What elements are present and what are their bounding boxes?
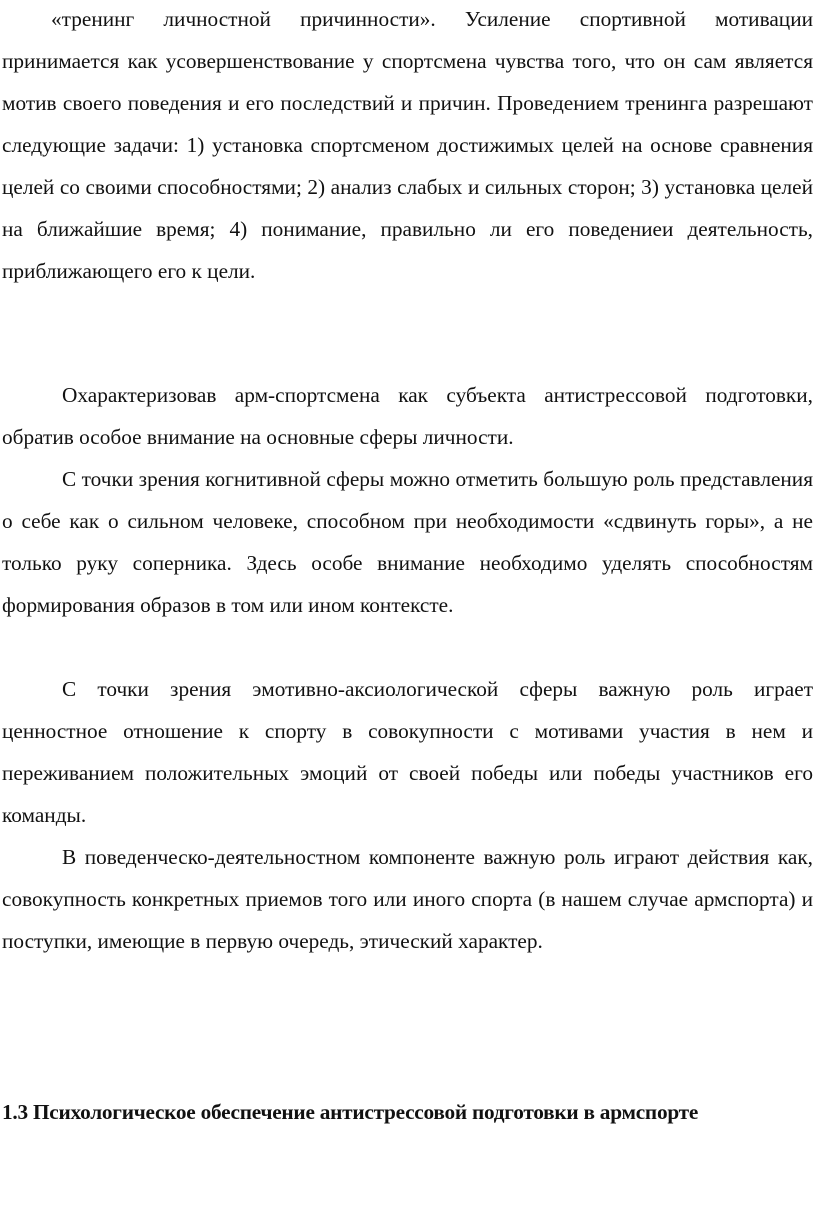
section-heading: 1.3 Психологическое обеспечение антистрессовой подготовки в армспорте: [2, 1100, 699, 1124]
paragraph-emotive-sphere: С точки зрения эмотивно-аксиологической сферы важную роль играет ценностное отношение к спорту в совокупности с мотивами участия в нем и переживанием положительных эмоций от своей победы или победы участников его команды.: [2, 677, 813, 827]
paragraph-behavioral-component: В поведенческо-деятельностном компоненте важную роль играют действия как, совокупность конкретных приемов того или иного спорта (в нашем случае армспорта) и поступки, имеющие в первую очередь, этический характер.: [2, 845, 813, 953]
paragraph-training-tasks: «тренинг личностной причинности». Усиление спортивной мотивации принимается как усовершенствование у спортсмена чувства того, что он сам является мотив своего поведения и его последствий и причин. Проведением тренинга разрешают следующие задачи: 1) установка спортсменом достижимых целей на основе сравнения целей со своими способностями; 2) анализ слабых и сильных сторон; 3) установка целей на ближайшие время; 4) понимание, правильно ли его поведениеи деятельность, приближающего его к цели.: [2, 7, 813, 283]
paragraph-athlete-characterization: Охарактеризовав арм-спортсмена как субъекта антистрессовой подготовки, обратив особое внимание на основные сферы личности.: [2, 383, 813, 449]
paragraph-cognitive-sphere: С точки зрения когнитивной сферы можно отметить большую роль представления о себе как о сильном человеке, способном при необходимости «сдвинуть горы», а не только руку соперника. Здесь особе внимание необходимо уделять способностям формирования образов в том или ином контексте.: [2, 467, 813, 617]
